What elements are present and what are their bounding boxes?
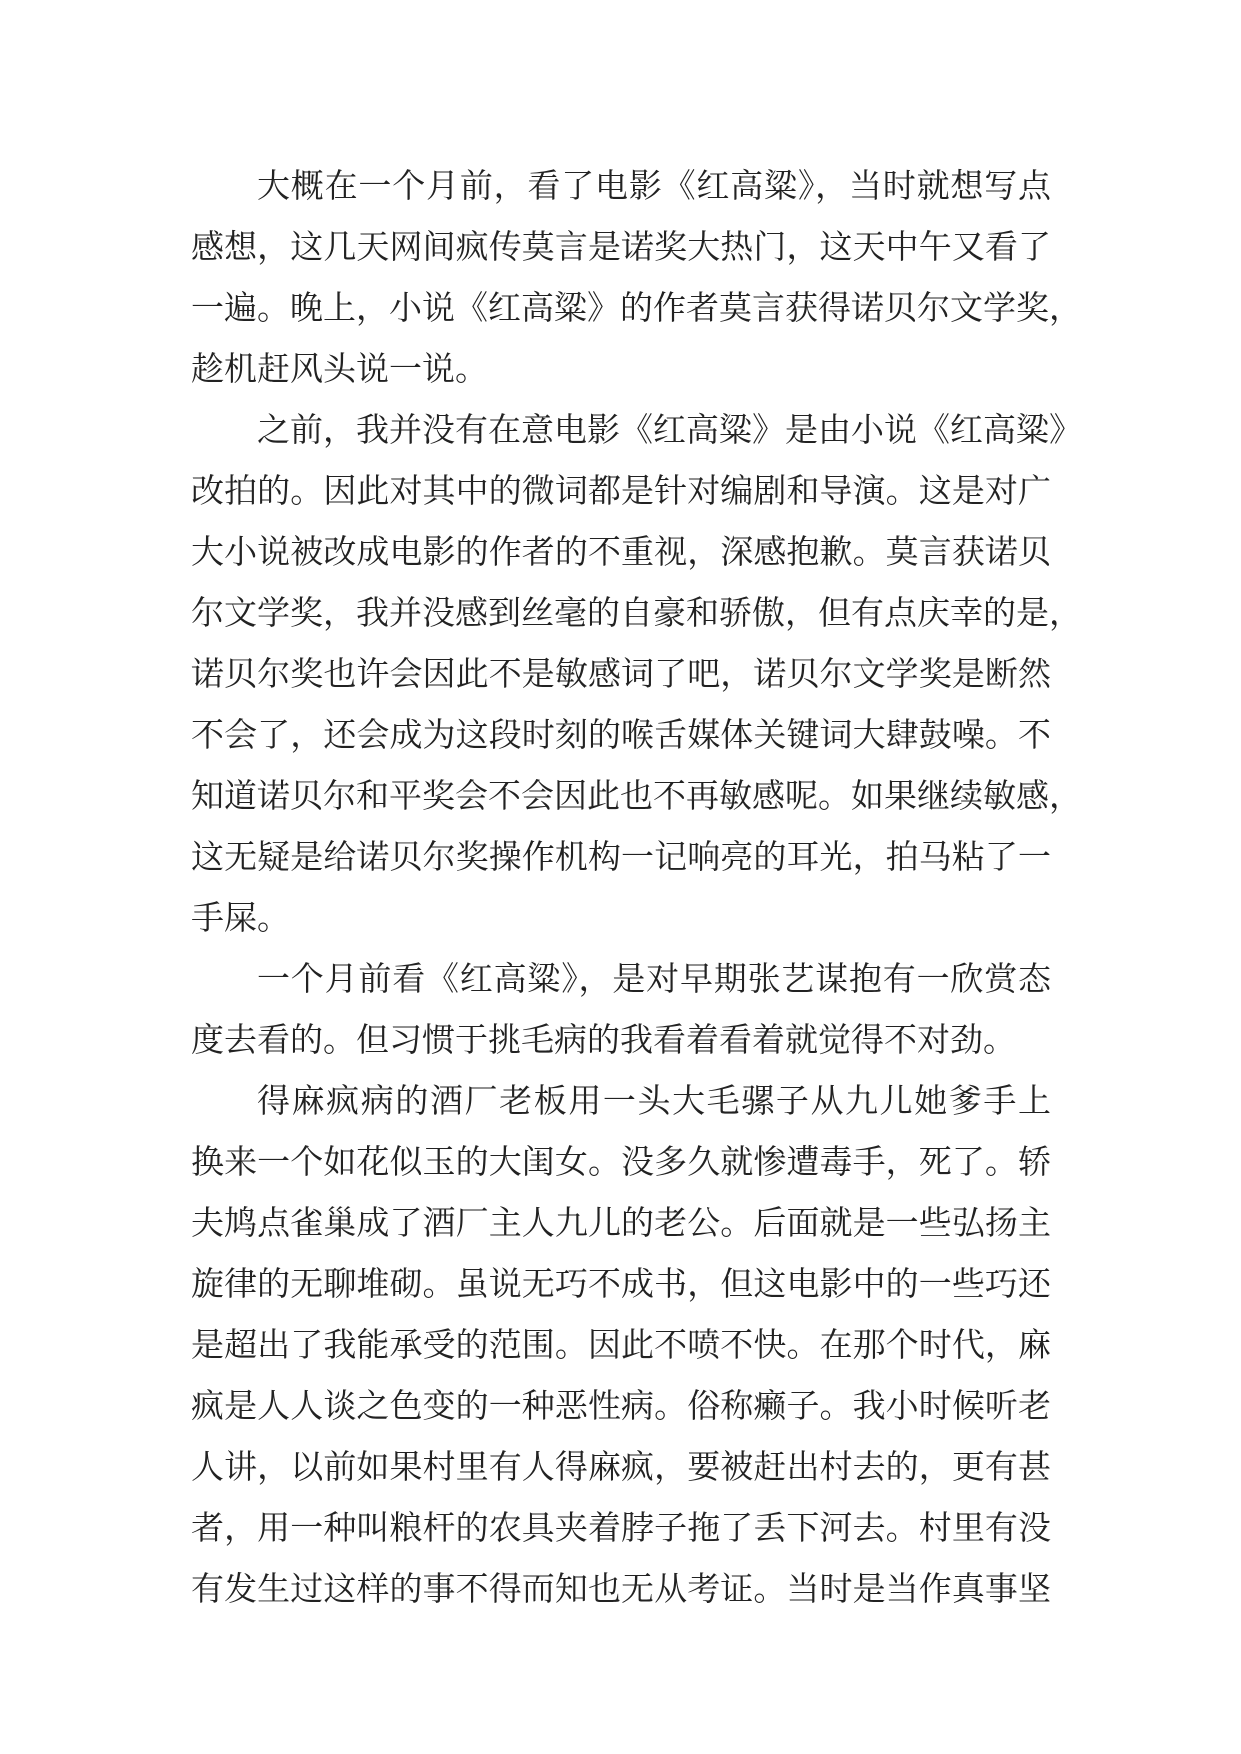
text-line: 尔文学奖，我并没感到丝毫的自豪和骄傲，但有点庆幸的是，: [191, 593, 1082, 632]
text-line: 诺贝尔奖也许会因此不是敏感词了吧，诺贝尔文学奖是断然: [191, 654, 1051, 693]
text-line: 趁机赶风头说一说。: [191, 349, 488, 388]
document-body: [191, 155, 1082, 1619]
text-line: 有发生过这样的事不得而知也无从考证。当时是当作真事坚: [191, 1569, 1051, 1608]
text-line: 人讲，以前如果村里有人得麻疯，要被赶出村去的，更有甚: [191, 1447, 1051, 1486]
text-line: 旋律的无聊堆砌。虽说无巧不成书，但这电影中的一些巧还: [191, 1264, 1051, 1303]
text-line: 不会了，还会成为这段时刻的喉舌媒体关键词大肆鼓噪。不: [191, 715, 1051, 754]
text-line: 改拍的。因此对其中的微词都是针对编剧和导演。这是对广: [191, 471, 1051, 510]
text-line: 者，用一种叫粮杆的农具夹着脖子拖了丢下河去。村里有没: [191, 1508, 1051, 1547]
text-line: 得麻疯病的酒厂老板用一头大毛骡子从九儿她爹手上: [257, 1081, 1051, 1120]
text-line: 大概在一个月前，看了电影《红高粱》，当时就想写点: [257, 166, 1051, 205]
text-line: 夫鸠点雀巢成了酒厂主人九儿的老公。后面就是一些弘扬主: [191, 1203, 1051, 1242]
text-line: 这无疑是给诺贝尔奖操作机构一记响亮的耳光，拍马粘了一: [191, 837, 1051, 876]
paragraph-4: [191, 1070, 1051, 1619]
text-line: 一遍。晚上，小说《红高粱》的作者莫言获得诺贝尔文学奖，: [191, 288, 1082, 327]
text-line: 之前，我并没有在意电影《红高粱》是由小说《红高粱》: [257, 410, 1082, 449]
text-line: 疯是人人谈之色变的一种恶性病。俗称癞子。我小时候听老: [191, 1386, 1051, 1425]
text-line: 换来一个如花似玉的大闺女。没多久就惨遭毒手，死了。轿: [191, 1142, 1051, 1181]
text-line: 大小说被改成电影的作者的不重视，深感抱歉。莫言获诺贝: [191, 532, 1051, 571]
text-line: 手屎。: [191, 898, 290, 937]
text-line: 是超出了我能承受的范围。因此不喷不快。在那个时代，麻: [191, 1325, 1051, 1364]
paragraph-1: [191, 155, 1082, 399]
text-line: 感想，这几天网间疯传莫言是诺奖大热门，这天中午又看了: [191, 227, 1051, 266]
paragraph-2: [191, 399, 1082, 948]
text-line: 度去看的。但习惯于挑毛病的我看着看着就觉得不对劲。: [191, 1020, 1016, 1059]
paragraph-3: [191, 948, 1051, 1070]
text-line: 知道诺贝尔和平奖会不会因此也不再敏感呢。如果继续敏感，: [191, 776, 1082, 815]
text-line: 一个月前看《红高粱》，是对早期张艺谋抱有一欣赏态: [257, 959, 1051, 998]
